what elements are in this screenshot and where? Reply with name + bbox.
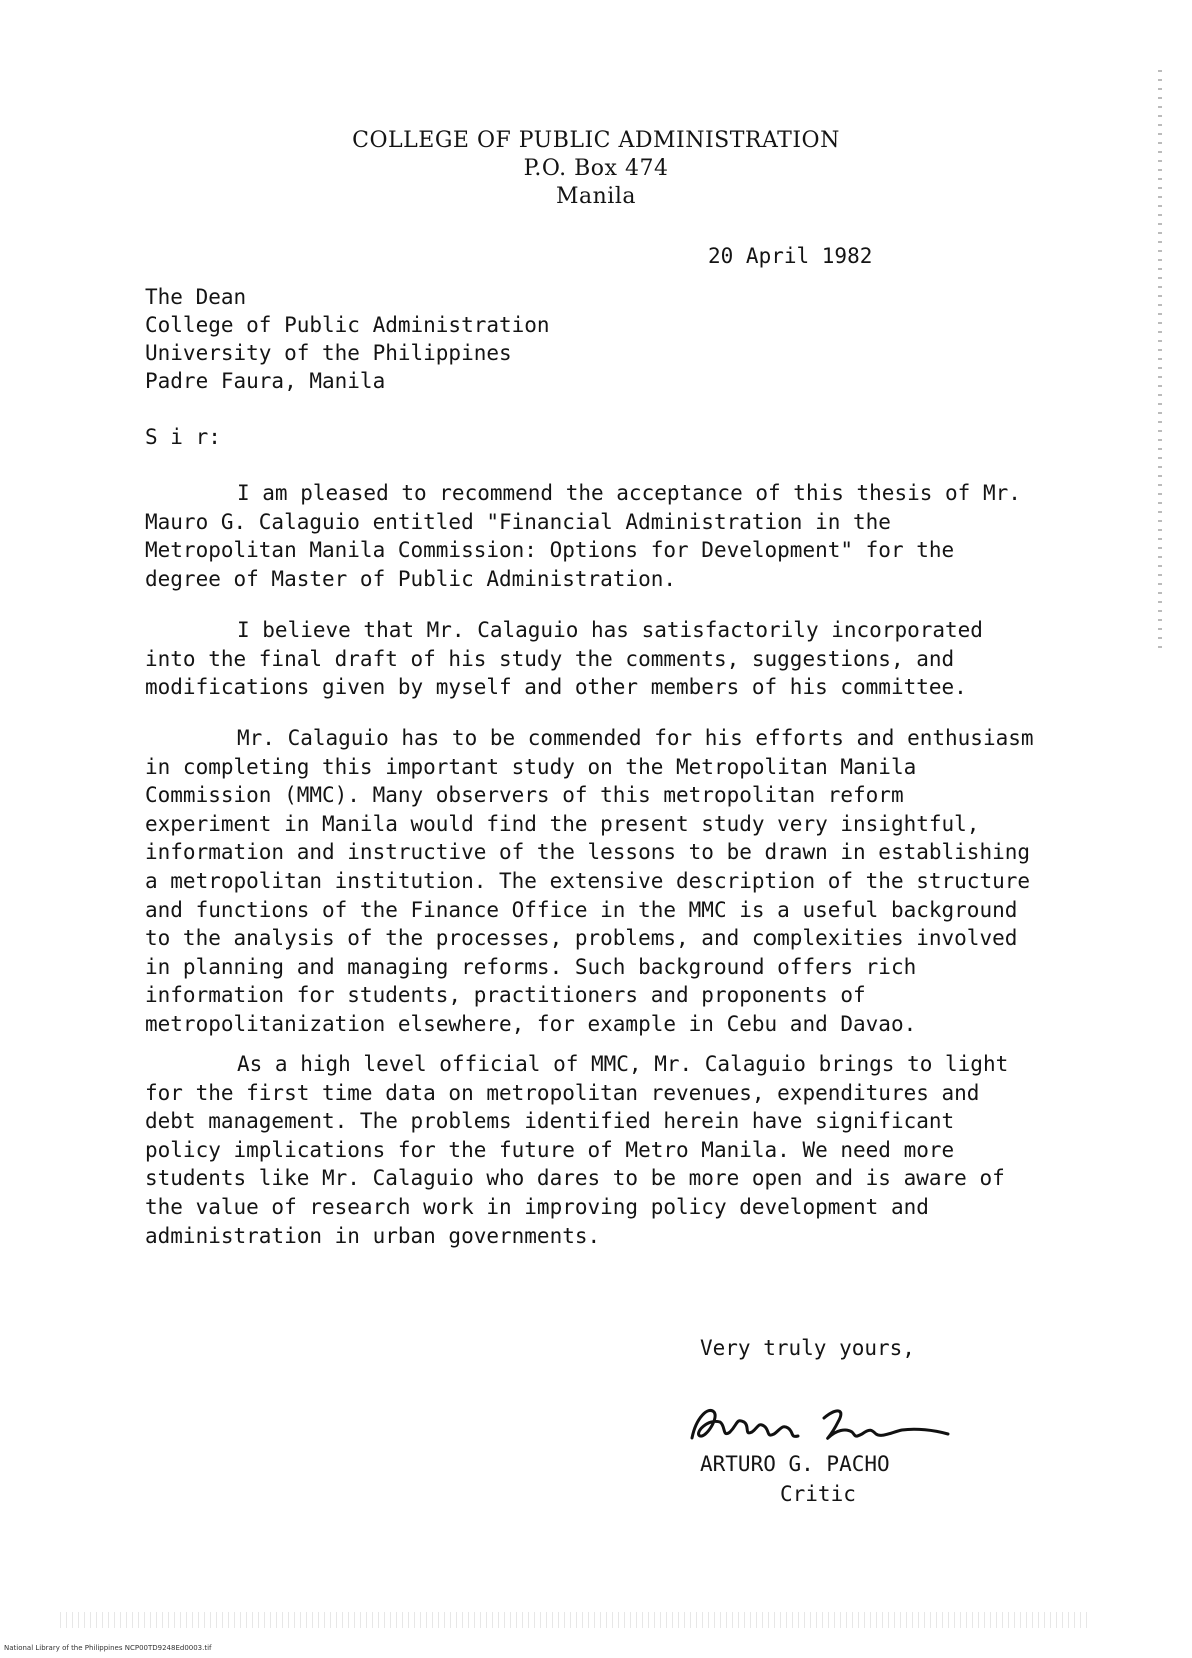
paragraph-text: I believe that Mr. Calaguio has satisfactorily incorporated into the final draft of his study the comments, suggestions, and modifications given by myself and other members of his committee. xyxy=(145,618,983,700)
recipient-line-2: College of Public Administration xyxy=(145,313,550,337)
body-paragraph-4 xyxy=(145,1050,1040,1250)
letter-date: 20 April 1982 xyxy=(708,244,873,268)
archive-footer: National Library of the Philippines NCP00TD9248Ed0003.tif xyxy=(4,1644,212,1652)
signatory-name: ARTURO G. PACHO xyxy=(700,1452,890,1476)
letterhead-pobox: P.O. Box 474 xyxy=(523,156,669,181)
letterhead-city: Manila xyxy=(556,184,636,209)
body-paragraph-2 xyxy=(145,616,1040,702)
recipient-line-3: University of the Philippines xyxy=(145,341,512,365)
paragraph-text: I am pleased to recommend the acceptance of this thesis of Mr. Mauro G. Calaguio entitled "Financial Administration in the Metropolitan Manila Commission: Options for Development" for the degree of Master of Public Administration. xyxy=(145,481,1021,591)
body-paragraph-3 xyxy=(145,724,1040,1039)
paragraph-text: Mr. Calaguio has to be commended for his efforts and enthusiasm in completing this important study on the Metropolitan Manila Commission (MMC). Many observers of this metropolitan reform experiment in Manila would find the present study very insightful, information and instructive of the lessons to be drawn in establishing a metropolitan institution. The extensive description of the structure and functions of the Finance Office in the MMC is a useful background to the analysis of the processes, problems, and complexities involved in planning and managing reforms. Such background offers rich information for students, practitioners and proponents of metropolitanization elsewhere, for example in Cebu and Davao. xyxy=(145,726,1034,1036)
paragraph-text: As a high level official of MMC, Mr. Calaguio brings to light for the first time data on metropolitan revenues, expenditures and debt management. The problems identified herein have significant policy implications for the future of Metro Manila. We need more students like Mr. Calaguio who dares to be more open and is aware of the value of research work in improving policy development and administration in urban governments. xyxy=(145,1052,1009,1248)
body-paragraph-1 xyxy=(145,479,1040,593)
closing: Very truly yours, xyxy=(700,1336,915,1360)
recipient-line-1: The Dean xyxy=(145,285,247,309)
signatory-title: Critic xyxy=(780,1482,856,1506)
scan-noise-strip xyxy=(60,1612,1090,1628)
handwritten-signature xyxy=(686,1378,986,1458)
salutation: S i r: xyxy=(145,425,221,449)
recipient-line-4: Padre Faura, Manila xyxy=(145,369,386,393)
letterhead-institution: COLLEGE OF PUBLIC ADMINISTRATION xyxy=(352,128,840,153)
